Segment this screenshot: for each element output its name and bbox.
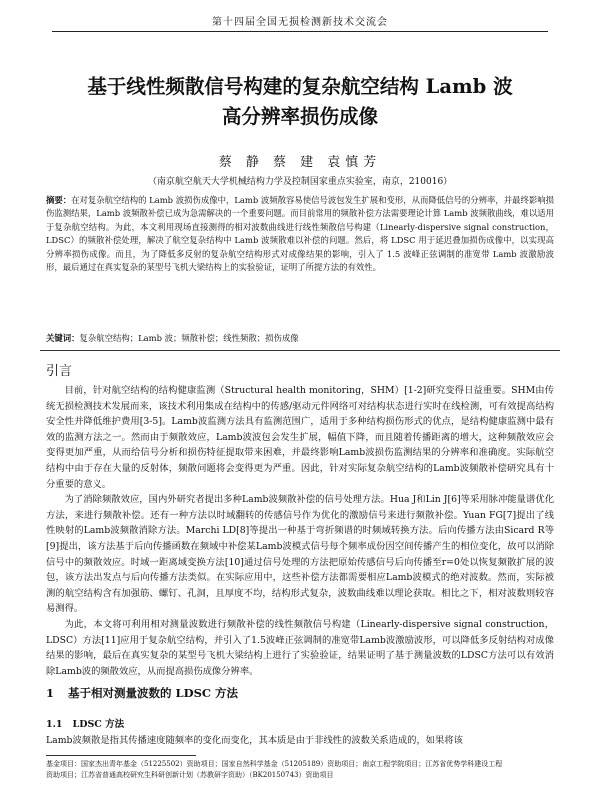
footnote-rule <box>46 755 196 756</box>
paper-title <box>40 72 560 132</box>
keywords-label: 关键词： <box>46 333 80 343</box>
abstract-text: 在对复杂航空结构的 Lamb 波损伤成像中，Lamb 波频散容易使信号波包发生扩展和变形，从而降低信号的分辨率，并最终影响损伤监测结果，Lamb 波频散补偿已成为急需解决的一个重要问题。而目前常用的频散补偿方法需要理论计算 Lamb 波频散曲线，难以适用于复杂航空结构。为此，本文利用现场直接测得的相对波数曲线进行线性频散信号构建（Linearly-dispersive signal construction，LDSC）的频散补偿处理，解决了航空复杂结构中 Lamb 波频散难以补偿的问题。然后，将 LDSC 用于延迟叠加损伤成像中，以实现高分辨率损伤成像。而且，为了降低多反射的复杂航空结构形式对成像结果的影响，引入了 1.5 波峰正弦调制的准宽带 Lamb 波激励波形，最后通过在真实复杂的某型号飞机大梁结构上的实验验证，证明了所提方法的有效性。 <box>46 195 555 273</box>
subsection-title: LDSC 方法 <box>72 719 125 730</box>
subsection-1-1-heading <box>46 716 134 730</box>
divider <box>40 350 560 351</box>
abstract <box>46 194 554 274</box>
footnote-line-1: 基金项目：国家杰出青年基金（51225502）资助项目；国家自然科学基金（51205189）资助项目；南京工程学院项目；江苏省优势学科建设工程 <box>46 760 503 768</box>
keywords <box>46 332 554 344</box>
intro-paragraph-3: 为此，本文将可利用相对测量波数进行频散补偿的线性频散信号构建（Linearly-dispersive signal construction，LDSC）方法[11]应用于复杂航空结构，并引入了1.5波峰正弦调制的准宽带Lamb波激励波形，可以降低多反射结构对成像结果的影响，最后在真实复杂的某型号飞机大梁结构上进行了实验验证，结果证明了基于测量波数的LDSC方法可以有效消除Lamb波的频散效应，从而提高损伤成像分辨率。 <box>46 618 554 677</box>
keywords-text: 复杂航空结构；Lamb 波；频散补偿；线性频散；损伤成像 <box>79 333 299 343</box>
intro-paragraph-1: 目前，针对航空结构的结构健康监测（Structural health monitoring，SHM）[1-2]研究变得日益重要。SHM由传统无损检测技术发展而来，该技术利用集成在结构中的传感/驱动元件网络可对结构状态进行实时在线检测，可有效提高结构安全性并降低维护费用[3-5]。Lamb波监测方法具有监测范围广，适用于多种结构损伤形式的优点，是结构健康监测中最有效的监测方法之一。然而由于频散效应，Lamb波波包会发生扩展，幅值下降，而且随着传播距离的增大，这种频散效应会变得更加严重，从而给信号分析和损伤特征提取带来困难，并最终影响Lamb波损伤监测结果的分辨率和准确度。实际航空结构中由于存在大量的反射体，频散问题将会变得更为严重。因此，针对实际复杂航空结构的Lamb波频散补偿研究具有十分重要的意义。 <box>46 385 554 490</box>
intro-heading: 引言 <box>46 364 73 379</box>
section-1-1-text: Lamb波频散是指其传播速度随频率的变化而变化，其本质是由于非线性的波数关系造成的，如果将该 <box>46 735 463 746</box>
subsection-number: 1.1 <box>46 719 63 730</box>
running-head: 第十四届全国无损检测新技术交流会 <box>52 13 548 32</box>
section-1-title: 基于相对测量波数的 LDSC 方法 <box>68 686 239 700</box>
intro-paragraph-2: 为了消除频散效应，国内外研究者提出多种Lamb波频散补偿的信号处理方法。Hua J和Lin J[6]等采用脉冲能量谱优化方法，来进行频散补偿。还有一种方法以时域翻转的传感信号作为优化的激励信号来进行频散补偿。Yuan FG[7]提出了线性映射的Lamb波频散消除方法。Marchi LD[8]等提出一种基于弯折频谱的时频域转换方法。后向传播方法由Sicard R等[9]提出，该方法基于后向传播函数在频域中补偿某Lamb波模式信号每个频率成份因空间传播产生的相位变化，故可以消除信号中的频散效应。时域一距离域变换方法[10]通过信号处理的方法把原始传感信号后向传播至r=0处以恢复频散扩展的波包，该方法出发点与后向传播方法类似。在实际应用中，这些补偿方法都需要相应Lamb波模式的绝对波数。然而，实际被测的航空结构含有加强筋、螺钉、孔洞，且厚度不均，结构形式复杂，波数曲线难以理论获取。相比之下，相对波数则较容易测得。 <box>46 494 554 615</box>
title-line-2: 高分辨率损伤成像 <box>221 105 378 128</box>
section-1-heading <box>46 685 252 701</box>
abstract-label: 摘要： <box>46 195 72 205</box>
footnote-line-2: 资助项目；江苏省普通高校研究生科研创新计划（苏教研字资助）（BK20150743）资助项目 <box>46 770 334 779</box>
section-1-number: 1 <box>46 686 55 700</box>
authors: 蔡 静 蔡 建 袁慎芳 <box>218 155 382 170</box>
funding-footnote <box>46 759 554 780</box>
intro-body <box>46 383 554 679</box>
title-line-1: 基于线性频散信号构建的复杂航空结构 Lamb 波 <box>87 75 513 98</box>
affiliation: （南京航空航天大学机械结构力学及控制国家重点实验室，南京，210016） <box>147 177 453 187</box>
